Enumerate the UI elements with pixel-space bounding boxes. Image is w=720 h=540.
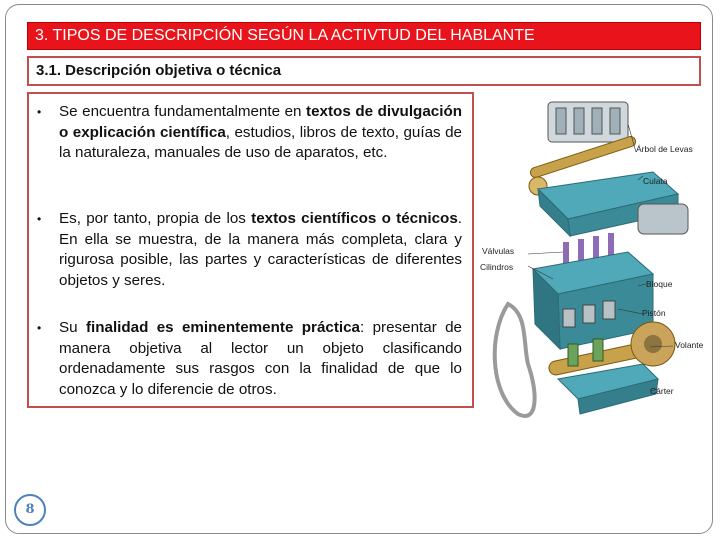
bullet-text-part: . En ella se muestra, de la manera más completa, clara y rigurosa posible, las partes y características de diferentes objetos y seres. [59, 210, 462, 289]
bullet-text-bold: finalidad es eminentemente práctica [85, 319, 361, 336]
timing-belt [495, 304, 535, 416]
bullet-dot-icon: • [37, 321, 42, 335]
bullet-dot-icon: • [37, 105, 42, 119]
bullet-text-part: : presentar de manera objetiva al lector un objeto clasificando ordenadamente sus rasgos con la finalidad de que lo conozca y lo diferencie de otros. [59, 319, 463, 398]
label-cilindros: Cilindros [480, 262, 514, 272]
bullet-item [37, 318, 462, 400]
bullet-text-bold: textos científicos o técnicos [251, 210, 458, 227]
bullet-text-part: , estudios, libros de texto, guías de la naturaleza, manuales de uso de aparatos, etc. [59, 123, 462, 162]
bullet-text-bold: textos de divulgación o explicación científica [59, 103, 462, 141]
bullet-text-part: Es, por tanto, propia de los [59, 210, 252, 227]
bullet-item [37, 209, 462, 291]
engine-exploded-view-image [478, 94, 716, 424]
slide-title: 3. TIPOS DE DESCRIPCIÓN SEGÚN LA ACTIVTUD DEL HABLANTE [27, 22, 701, 50]
page-number-badge: 8 [14, 494, 46, 526]
flywheel-part [631, 322, 675, 366]
bullet-item [37, 102, 462, 164]
bullet-text [59, 318, 462, 400]
label-volante: Volante [675, 340, 704, 350]
bullet-text [59, 102, 462, 164]
section-subtitle: 3.1. Descripción objetiva o técnica [27, 56, 701, 86]
bullet-text [59, 209, 462, 291]
label-piston: Pistón [642, 308, 666, 318]
label-carter: Cárter [650, 386, 674, 396]
label-bloque: Bloque [646, 279, 673, 289]
bullet-text-part: Se encuentra fundamentalmente en [59, 103, 307, 120]
bullet-dot-icon: • [37, 212, 42, 226]
label-valvulas: Válvulas [482, 246, 515, 256]
label-culata: Culata [643, 176, 668, 186]
bullet-list [27, 92, 474, 408]
bullet-text-part: Su [59, 319, 86, 336]
engine-diagram [478, 94, 716, 424]
label-arbol-de-levas: Árbol de Levas [636, 144, 693, 154]
